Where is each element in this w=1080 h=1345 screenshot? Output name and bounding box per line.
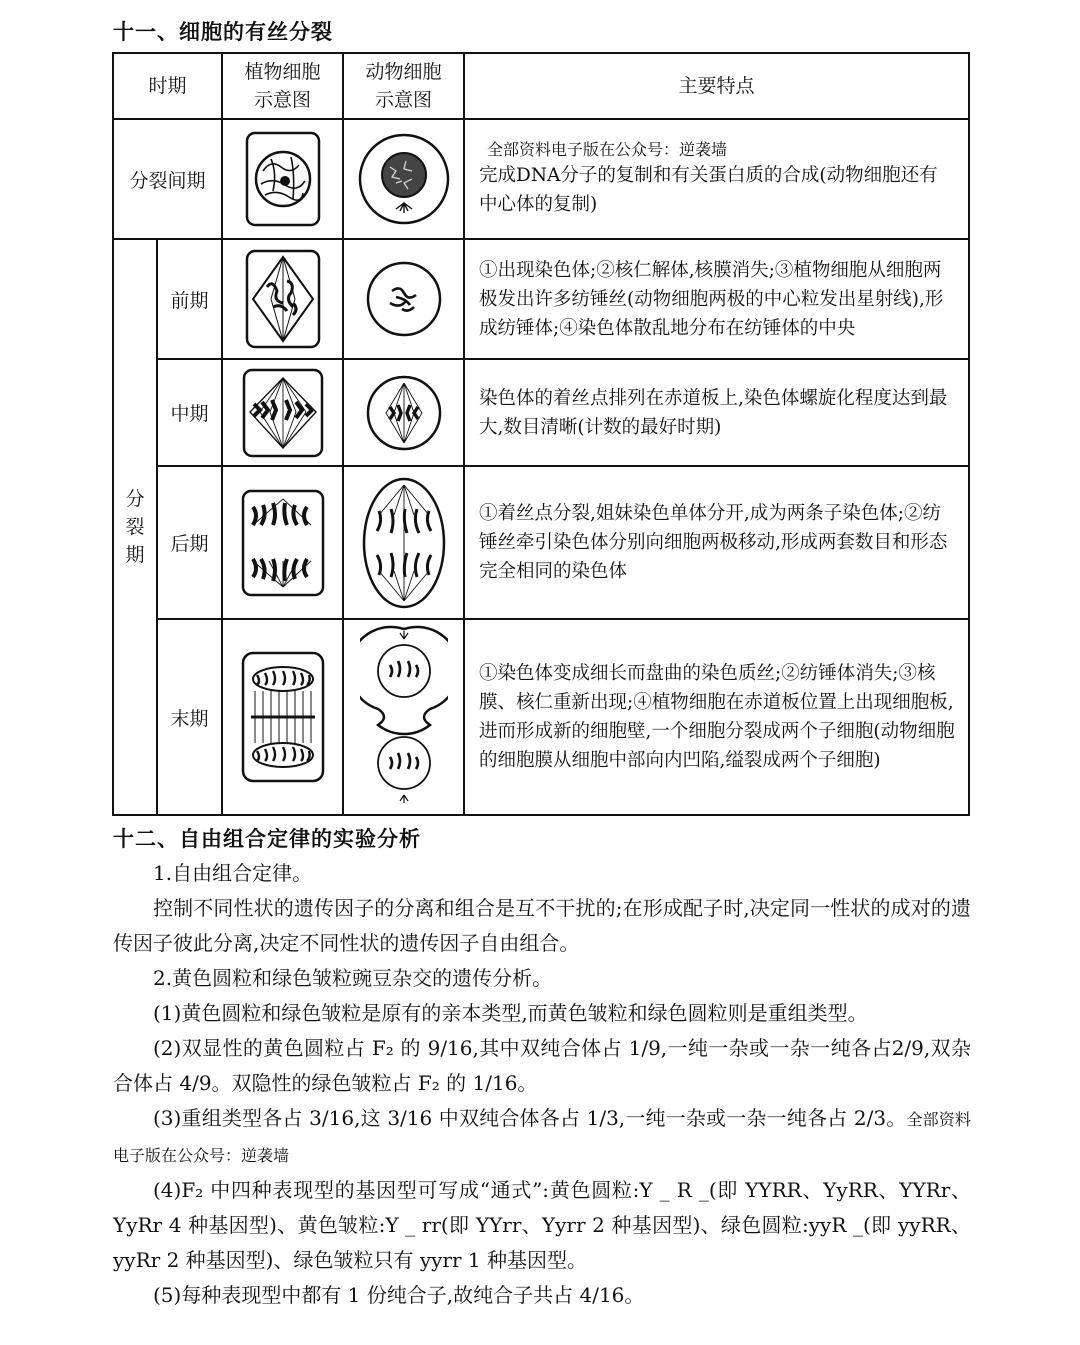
interphase-label: 分裂间期 [113, 119, 222, 239]
anaphase-features: ①着丝点分裂,姐妹染色单体分开,成为两条子染色体;②纺锤丝牵引染色体分别向细胞两极移动,形成两套数目和形态完全相同的染色体 [464, 466, 969, 619]
table-row [113, 119, 969, 239]
telophase-label: 末期 [157, 619, 222, 815]
section-12-body [113, 856, 971, 1313]
plant-cell-anaphase-diagram [239, 487, 327, 599]
plant-cell-prophase-diagram [243, 247, 323, 351]
prophase-label: 前期 [157, 239, 222, 359]
interphase-features: 全部资料电子版在公众号：逆袭墙 完成DNA分子的复制和有关蛋白质的合成(动物细胞还有中心体的复制) [464, 119, 969, 239]
paragraph: (5)每种表现型中都有 1 份纯合子,故纯合子共占 4/16。 [153, 1283, 645, 1307]
division-phase-label: 分 裂 期 [113, 239, 157, 815]
header-features: 主要特点 [464, 53, 969, 119]
table-row [113, 466, 969, 619]
plant-cell-metaphase-diagram [240, 366, 326, 460]
metaphase-features: 染色体的着丝点排列在赤道板上,染色体螺旋化程度达到最大,数目清晰(计数的最好时期) [464, 359, 969, 466]
anaphase-label: 后期 [157, 466, 222, 619]
prophase-features: ①出现染色体;②核仁解体,核膜消失;③植物细胞从细胞两极发出许多纺锤丝(动物细胞两极的中心粒发出星射线),形成纺锤体;④染色体散乱地分布在纺锤体的中央 [464, 239, 969, 359]
paragraph: (4)F₂ 中四种表现型的基因型可写成“通式”:黄色圆粒:Y _ R _(即 YYRR、YyRR、YYRr、YyRr 4 种基因型)、黄色皱粒:Y _ rr(即 YYrr、Yyrr 2 种基因型)、绿色圆粒:yyR _(即 yyRR、yyRr 2 种基因型)、绿色皱粒只有 yyrr 1 种基因型。 [113, 1178, 971, 1272]
animal-cell-anaphase-diagram [359, 475, 449, 611]
section-12-title: 十二、自由组合定律的实验分析 [113, 827, 421, 851]
paragraph: (3)重组类型各占 3/16,这 3/16 中双纯合体各占 1/3,一纯一杂或一杂一纯各占 2/3。全部资料电子版在公众号：逆袭墙 [113, 1106, 971, 1165]
mitosis-table [112, 52, 970, 816]
table-header-row [113, 53, 969, 119]
plant-cell-interphase-diagram [243, 129, 323, 229]
plant-cell-telophase-diagram [239, 649, 327, 785]
paragraph: 1.自由组合定律。 [153, 861, 313, 885]
section-11-title: 十一、细胞的有丝分裂 [113, 20, 333, 44]
header-period: 时期 [113, 53, 222, 119]
watermark-text: 全部资料电子版在公众号：逆袭墙 [487, 140, 728, 159]
plant-prophase-figure [222, 239, 343, 359]
animal-cell-prophase-diagram [364, 259, 444, 339]
paragraph: 2.黄色圆粒和绿色皱粒豌豆杂交的遗传分析。 [153, 966, 553, 990]
paragraph: (1)黄色圆粒和绿色皱粒是原有的亲本类型,而黄色皱粒和绿色圆粒则是重组类型。 [153, 1001, 868, 1025]
table-row [113, 359, 969, 466]
animal-cell-interphase-diagram [356, 131, 452, 227]
header-plant: 植物细胞 示意图 [222, 53, 343, 119]
header-animal: 动物细胞 示意图 [343, 53, 464, 119]
table-row [113, 239, 969, 359]
table-row [113, 619, 969, 815]
plant-interphase-figure [222, 119, 343, 239]
animal-anaphase-figure [343, 466, 464, 619]
animal-interphase-figure [343, 119, 464, 239]
watermark-text: 全部资料电子版在公众号：逆袭墙 [113, 1110, 971, 1165]
metaphase-label: 中期 [157, 359, 222, 466]
animal-cell-metaphase-diagram [364, 373, 444, 453]
paragraph: (2)双显性的黄色圆粒占 F₂ 的 9/16,其中双纯合体占 1/9,一纯一杂或一杂一纯各占2/9,双杂合体占 4/9。双隐性的绿色皱粒占 F₂ 的 1/16。 [113, 1036, 971, 1095]
animal-cell-telophase-diagram [360, 625, 448, 809]
telophase-features: ①染色体变成细长而盘曲的染色质丝;②纺锤体消失;③核膜、核仁重新出现;④植物细胞在赤道板位置上出现细胞板,进而形成新的细胞壁,一个细胞分裂成两个子细胞(动物细胞的细胞膜从细胞中部向内凹陷,缢裂成两个子细胞) [464, 619, 969, 815]
plant-telophase-figure [222, 619, 343, 815]
plant-metaphase-figure [222, 359, 343, 466]
animal-metaphase-figure [343, 359, 464, 466]
paragraph: 控制不同性状的遗传因子的分离和组合是互不干扰的;在形成配子时,决定同一性状的成对的遗传因子彼此分离,决定不同性状的遗传因子自由组合。 [113, 896, 971, 955]
animal-prophase-figure [343, 239, 464, 359]
animal-telophase-figure [343, 619, 464, 815]
plant-anaphase-figure [222, 466, 343, 619]
